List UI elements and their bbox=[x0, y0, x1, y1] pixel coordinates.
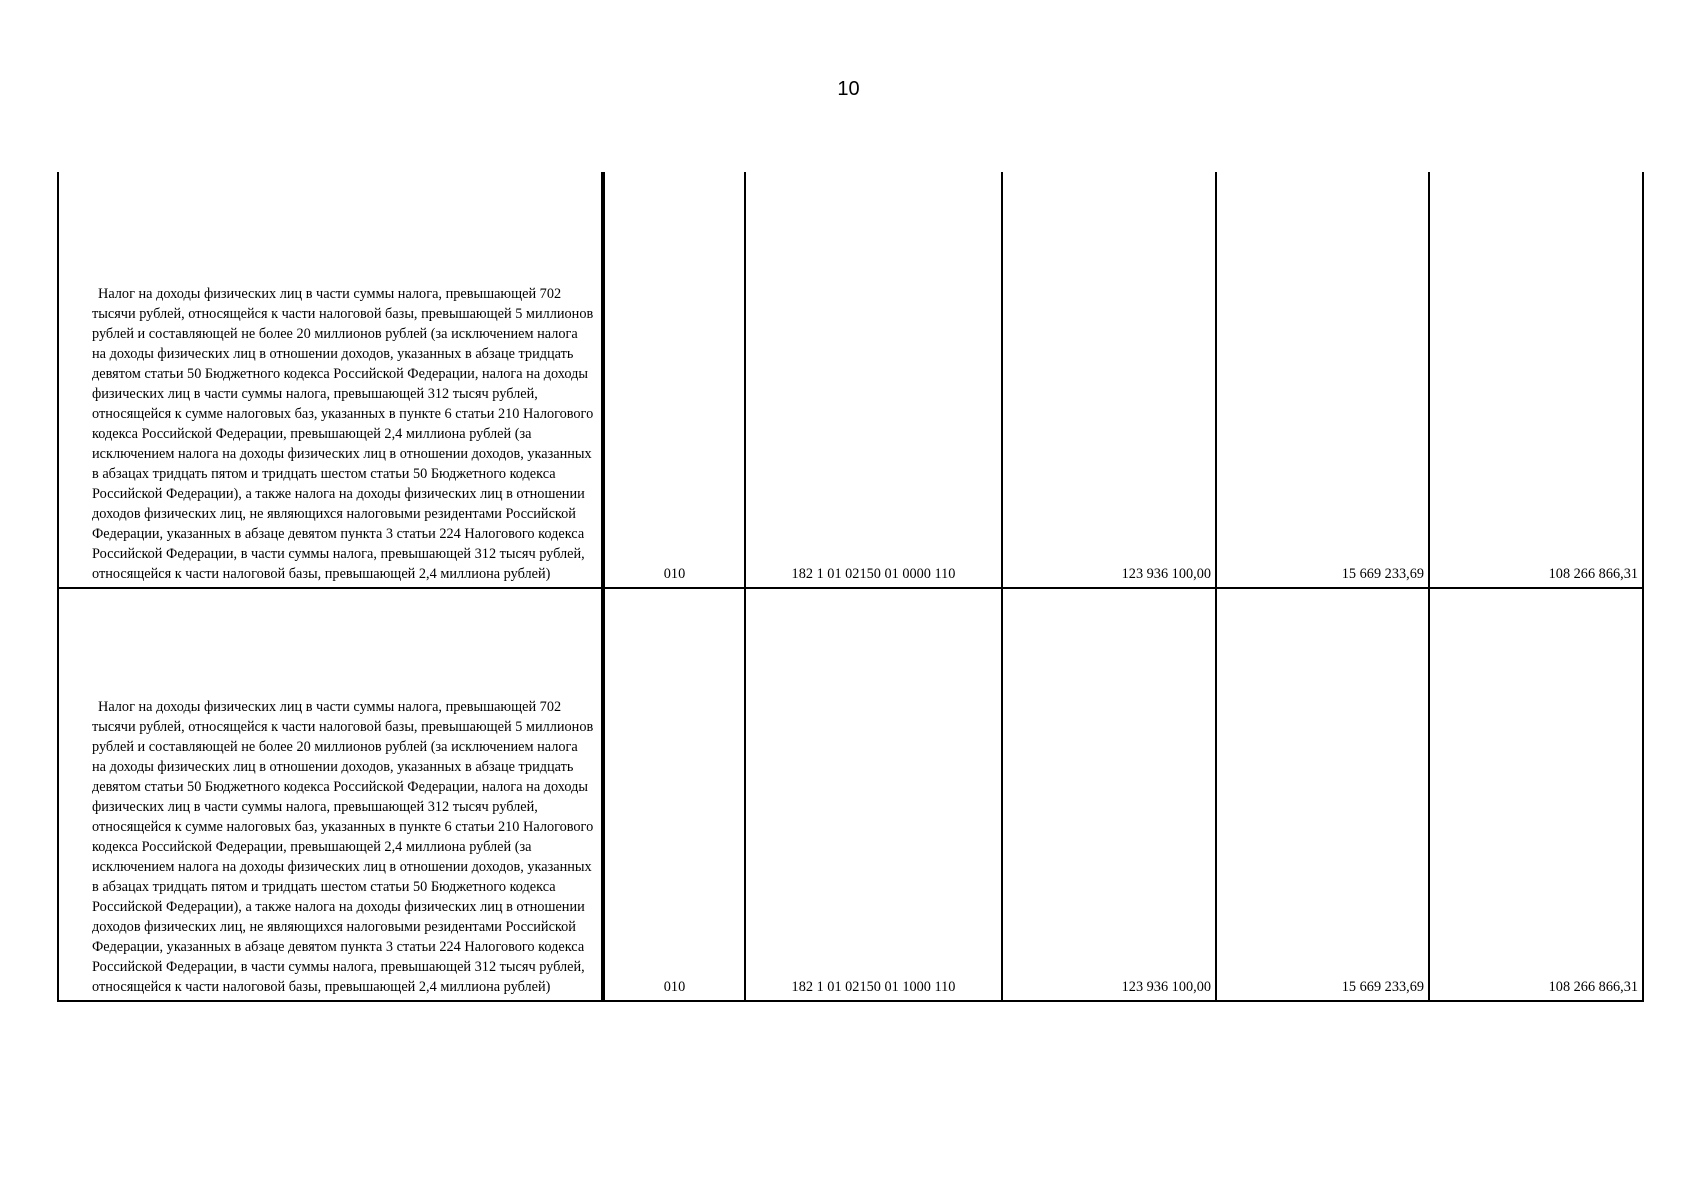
line-code-cell: 010 bbox=[603, 172, 745, 588]
income-name-cell bbox=[58, 588, 603, 1001]
planned-amount-cell: 123 936 100,00 bbox=[1002, 588, 1216, 1001]
budget-income-table bbox=[57, 172, 1644, 1002]
remaining-amount-cell: 108 266 866,31 bbox=[1429, 172, 1643, 588]
executed-amount-cell: 15 669 233,69 bbox=[1216, 588, 1429, 1001]
income-code-cell: 182 1 01 02150 01 1000 110 bbox=[745, 588, 1002, 1001]
remaining-amount-cell: 108 266 866,31 bbox=[1429, 588, 1643, 1001]
table-row bbox=[58, 172, 1643, 588]
planned-amount-cell: 123 936 100,00 bbox=[1002, 172, 1216, 588]
line-code-cell: 010 bbox=[603, 588, 745, 1001]
executed-amount-cell: 15 669 233,69 bbox=[1216, 172, 1429, 588]
page-number: 10 bbox=[837, 78, 860, 100]
income-name-text: Налог на доходы физических лиц в части суммы налога, превышающей 702 тысячи рублей, относящейся к части налоговой базы, превышающей 5 миллионов рублей и составляющей не более 20 миллионов рублей (за исключением налога на доходы физических лиц в отношении доходов, указанных в абзаце тридцать девятом статьи 50 Бюджетного кодекса Российской Федерации, налога на доходы физических лиц в части суммы налога, превышающей 312 тысяч рублей, относящейся к сумме налоговых баз, указанных в пункте 6 статьи 210 Налогового кодекса Российской Федерации, превышающей 2,4 миллиона рублей (за исключением налога на доходы физических лиц в отношении доходов, указанных в абзацах тридцать пятом и тридцать шестом статьи 50 Бюджетного кодекса Российской Федерации), а также налога на доходы физических лиц в отношении доходов физических лиц, не являющихся налоговыми резидентами Российской Федерации, указанных в абзаце девятом пункта 3 статьи 224 Налогового кодекса Российской Федерации, в части суммы налога, превышающей 312 тысяч рублей, относящейся к части налоговой базы, превышающей 2,4 миллиона рублей) bbox=[92, 286, 594, 582]
income-name-cell bbox=[58, 172, 603, 588]
income-code-cell: 182 1 01 02150 01 0000 110 bbox=[745, 172, 1002, 588]
table-row bbox=[58, 588, 1643, 1001]
income-name-text: Налог на доходы физических лиц в части суммы налога, превышающей 702 тысячи рублей, относящейся к части налоговой базы, превышающей 5 миллионов рублей и составляющей не более 20 миллионов рублей (за исключением налога на доходы физических лиц в отношении доходов, указанных в абзаце тридцать девятом статьи 50 Бюджетного кодекса Российской Федерации, налога на доходы физических лиц в части суммы налога, превышающей 312 тысяч рублей, относящейся к сумме налоговых баз, указанных в пункте 6 статьи 210 Налогового кодекса Российской Федерации, превышающей 2,4 миллиона рублей (за исключением налога на доходы физических лиц в отношении доходов, указанных в абзацах тридцать пятом и тридцать шестом статьи 50 Бюджетного кодекса Российской Федерации), а также налога на доходы физических лиц в отношении доходов физических лиц, не являющихся налоговыми резидентами Российской Федерации, указанных в абзаце девятом пункта 3 статьи 224 Налогового кодекса Российской Федерации, в части суммы налога, превышающей 312 тысяч рублей, относящейся к части налоговой базы, превышающей 2,4 миллиона рублей) bbox=[92, 699, 594, 995]
